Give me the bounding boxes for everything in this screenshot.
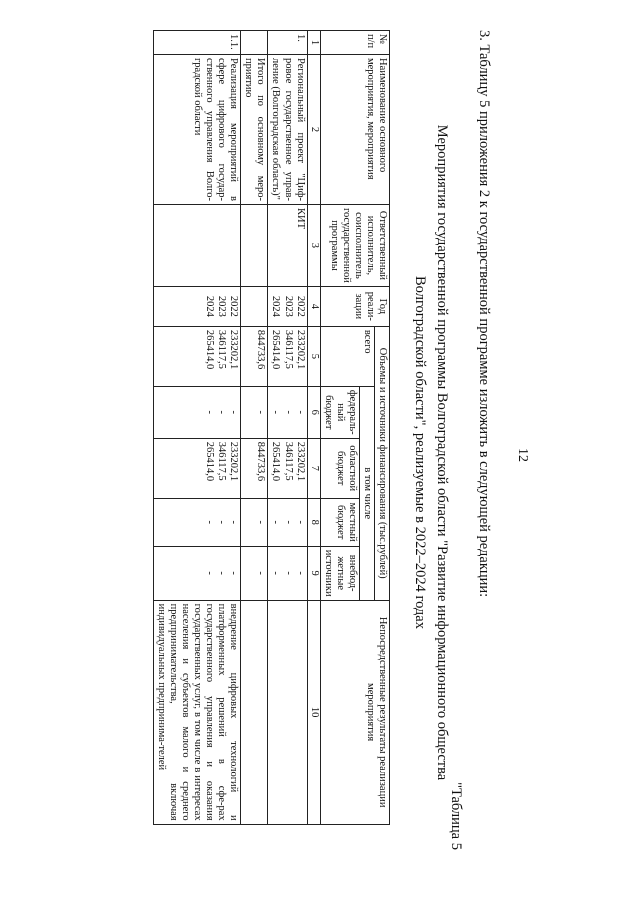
row-years — [268, 286, 307, 326]
row-total — [153, 326, 240, 386]
col-number: 10 — [307, 600, 320, 824]
table-title-line2: Волгоградской области", реализуемые в 2022–2024 годах — [412, 276, 428, 629]
amount-value: - — [294, 410, 306, 414]
row-federal — [268, 386, 307, 438]
row-local — [268, 498, 307, 546]
year-value: 2023 — [282, 295, 294, 317]
measures-table — [153, 30, 390, 825]
amount-value: - — [270, 571, 282, 575]
page-number: 12 — [515, 448, 530, 462]
amount-value: - — [204, 410, 216, 414]
year-value: 2024 — [270, 295, 282, 317]
row-federal: - — [241, 386, 268, 438]
amount-value: - — [228, 410, 240, 414]
row-federal — [153, 386, 240, 438]
amount-value: - — [294, 571, 306, 575]
amount-value: - — [282, 520, 294, 524]
row-results: внедрение цифровых технологий и платформенных решений в сфе-рах государственного управления и оказания государственных услуг, в том числе в интересах населения и субъектов малого и среднего предпринимательства, включая индивидуальных предпринима-телей — [153, 600, 240, 824]
header-incl: в том числе — [359, 386, 374, 600]
column-number-row — [307, 31, 320, 825]
row-name: Реализация мероприятий в сфере цифрового государ-ственного управления Волго-градской области — [153, 55, 240, 205]
year-value: 2023 — [216, 295, 228, 317]
amount-value: 233202,1 — [228, 329, 240, 370]
col-number: 7 — [307, 438, 320, 498]
row-extra — [268, 546, 307, 600]
col-number: 8 — [307, 498, 320, 546]
col-number: 9 — [307, 546, 320, 600]
amount-value: - — [216, 410, 228, 414]
amount-value: 233202,1 — [294, 329, 306, 370]
header-name: Наименование основного мероприятия, мероприятия — [320, 55, 389, 205]
row-extra: - — [241, 546, 268, 600]
row-regional: 844733,6 — [241, 438, 268, 498]
row-executor — [241, 205, 268, 287]
amount-value: - — [228, 571, 240, 575]
year-value: 2022 — [294, 295, 306, 317]
row-local: - — [241, 498, 268, 546]
table-title-line1: Мероприятия государственной программы Волгоградской области "Развитие информационного общества — [434, 124, 450, 781]
row-years — [241, 286, 268, 326]
amount-value: 346117,5 — [216, 441, 228, 481]
header-funding: Объемы и источники финансирования (тыс.рублей) — [374, 326, 389, 600]
table-label: "Таблица 5 — [448, 782, 464, 850]
row-num: 1. — [268, 31, 307, 55]
row-results — [241, 600, 268, 824]
header-year: Год реали-зации — [320, 286, 389, 326]
row-executor — [153, 205, 240, 287]
row-name: Итого по основному меро-приятию — [241, 55, 268, 205]
header-executor: Ответственный исполнитель, соисполнитель государственной программы — [320, 205, 389, 287]
amount-value: 346117,5 — [216, 329, 228, 369]
row-results — [268, 600, 307, 824]
col-number: 6 — [307, 386, 320, 438]
header-regional: областной бюджет — [320, 438, 359, 498]
amount-value: - — [282, 410, 294, 414]
amount-value: 265414,0 — [270, 329, 282, 370]
row-num — [241, 31, 268, 55]
header-local: местный бюджет — [320, 498, 359, 546]
row-extra — [153, 546, 240, 600]
row-total: 844733,6 — [241, 326, 268, 386]
header-federal: федераль-ный бюджет — [320, 386, 359, 438]
header-extra: внебюд-жетные источники — [320, 546, 359, 600]
amount-value: - — [294, 520, 306, 524]
col-number: 5 — [307, 326, 320, 386]
table-row — [153, 31, 240, 825]
amount-value: - — [270, 520, 282, 524]
year-value: 2024 — [204, 295, 216, 317]
year-value: 2022 — [228, 295, 240, 317]
col-number: 3 — [307, 205, 320, 287]
row-name: Региональный проект "Циф-ровое государственное управ-ление (Волгоградская область)" — [268, 55, 307, 205]
amount-value: 233202,1 — [228, 441, 240, 482]
amount-value: - — [216, 520, 228, 524]
row-regional — [153, 438, 240, 498]
amount-value: 265414,0 — [270, 441, 282, 482]
amount-value: - — [228, 520, 240, 524]
col-number: 2 — [307, 55, 320, 205]
col-number: 4 — [307, 286, 320, 326]
amount-value: 233202,1 — [294, 441, 306, 482]
table-row — [268, 31, 307, 825]
row-executor: КИТ — [268, 205, 307, 287]
amount-value: - — [216, 571, 228, 575]
amount-value: 265414,0 — [204, 329, 216, 370]
amount-value: - — [204, 571, 216, 575]
amount-value: - — [204, 520, 216, 524]
header-total: всего — [320, 326, 374, 386]
table-row-total — [241, 31, 268, 825]
row-num: 1.1. — [153, 31, 240, 55]
header-results: Непосредственные результаты реализации мероприятия — [320, 600, 389, 824]
amount-value: - — [282, 571, 294, 575]
row-local — [153, 498, 240, 546]
header-num: № п/п — [320, 31, 389, 55]
row-years — [153, 286, 240, 326]
amount-value: 346117,5 — [282, 329, 294, 369]
row-total — [268, 326, 307, 386]
row-regional — [268, 438, 307, 498]
amount-value: - — [270, 410, 282, 414]
col-number: 1 — [307, 31, 320, 55]
intro-text: 3. Таблицу 5 приложения 2 к государственной программе изложить в следующей редакции: — [476, 30, 492, 598]
amount-value: 265414,0 — [204, 441, 216, 482]
amount-value: 346117,5 — [282, 441, 294, 481]
